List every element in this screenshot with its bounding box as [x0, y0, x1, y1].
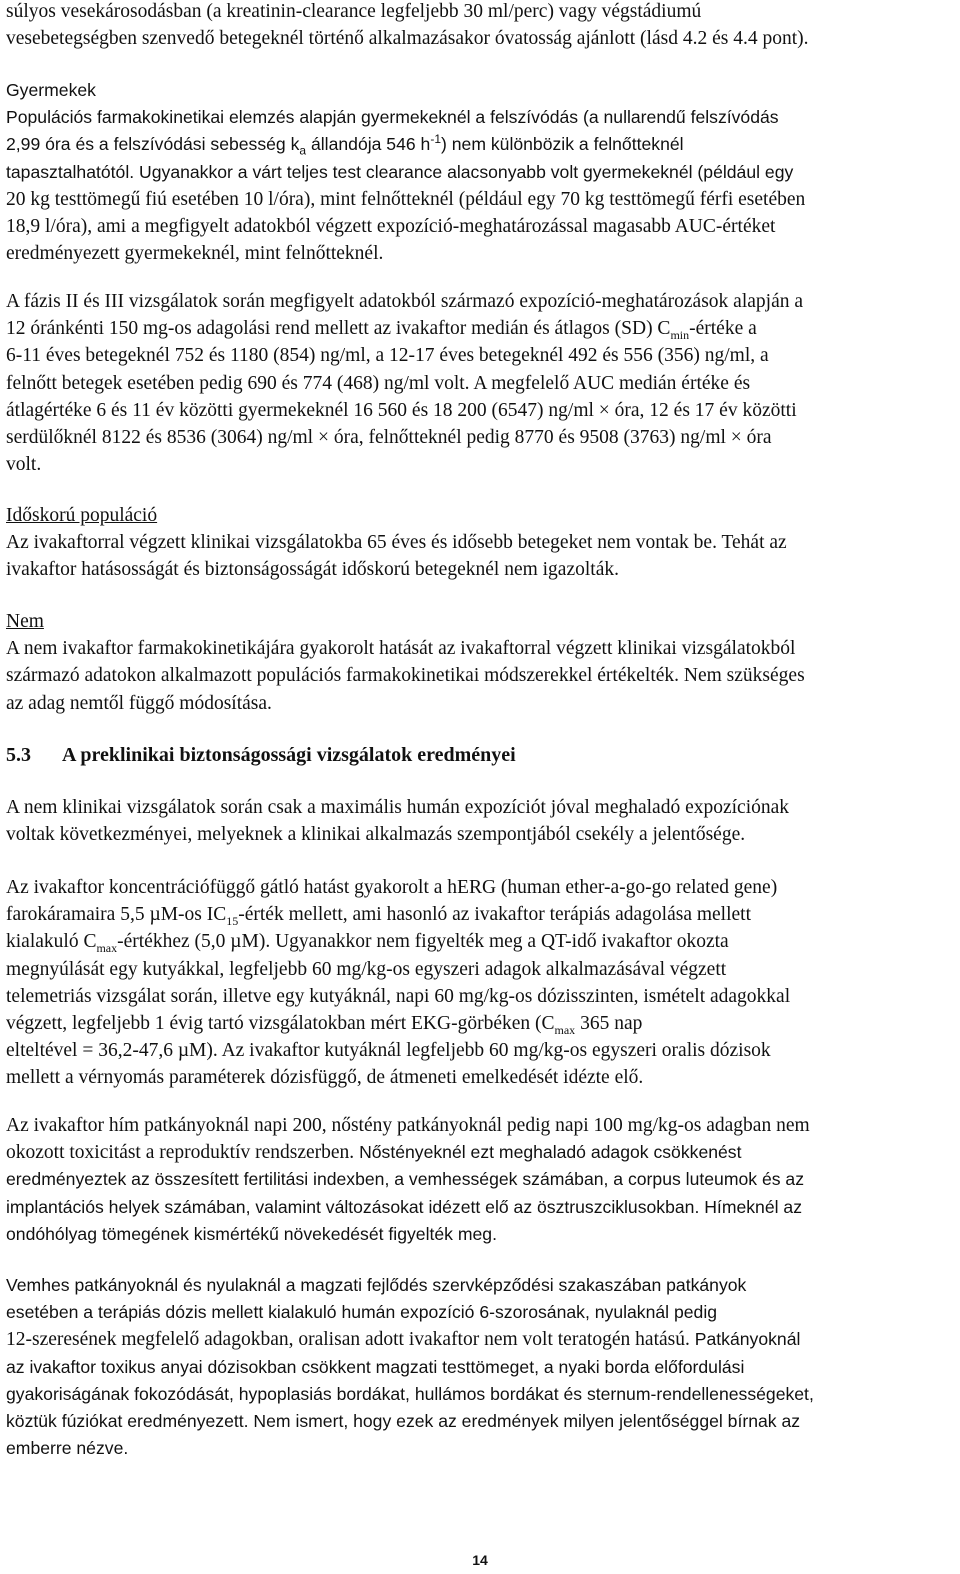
text-line: Az ivakaftor hím patkányoknál napi 200, nőstény patkányoknál pedig napi 100 mg/kg-os adagban nem [6, 1115, 810, 1136]
sex-heading: Nem [6, 611, 44, 632]
text-line: 20 kg testtömegű fiú esetében 10 l/óra), mint felnőtteknél (például egy 70 kg testtömegű férfi esetében [6, 188, 806, 210]
text-run: 12-szeresének megfelelő adagokban, oralisan adott ivakaftor nem volt teratogén hatású. [6, 1329, 695, 1351]
sex-paragraph [6, 608, 952, 717]
text-run: Nőstényeknél ezt meghaladó adagok csökkenést [359, 1142, 742, 1163]
text-line: telemetriás vizsgálat során, illetve egy kutyáknál, napi 60 mg/kg-os dózisszinten, ismételt adagokkal [6, 985, 791, 1007]
text-line: vesebetegségben szenvedő betegeknél történő alkalmazásakor óvatosság ajánlott (lásd 4.2 és 4.4 pont). [6, 28, 809, 50]
text-line: ondóhólyag tömegének kismértékű növekedését figyelték meg. [6, 1223, 497, 1244]
text-line: serdülőknél 8122 és 8536 (3064) ng/ml × óra, felnőtteknél pedig 8770 és 9508 (3763) ng/ml × óra [6, 427, 772, 449]
text-line: származó adatokon alkalmazott populációs farmakokinetikai módszerekkel értékelték. Nem szükséges [6, 665, 805, 687]
text-run: 365 nap [575, 1013, 643, 1035]
text-line: Populációs farmakokinetikai elemzés alapján gyermekeknél a felszívódás (a nullarendű felszívódás [6, 107, 779, 128]
text-line [6, 1010, 952, 1037]
text-line: voltak következményei, melyeknek a klinikai alkalmazás szempontjából csekély a jelentősége. [6, 824, 746, 846]
subscript: max [96, 941, 118, 956]
nonclinical-paragraph [6, 794, 952, 848]
section-title: A preklinikai biztonságossági vizsgálatok eredményei [62, 744, 516, 766]
rats-paragraph [6, 1112, 952, 1248]
text-line: elteltével = 36,2-47,6 µM). Az ivakaftor kutyáknál legfeljebb 60 mg/kg-os egyszeri oralis dózisok [6, 1040, 771, 1062]
elderly-paragraph [6, 502, 952, 584]
text-line: köztük fúziókat eredményezett. Nem ismert, hogy ezek az eredmények milyen jelentőséggel bírnak az [6, 1411, 801, 1432]
text-run: -értéke a [689, 318, 757, 340]
text-line: eredményezett gyermekeknél, mint felnőtteknél. [6, 243, 384, 265]
text-line: felnőtt betegek esetében pedig 690 és 774 (468) ng/ml volt. A megfelelő AUC medián értéke és [6, 372, 751, 394]
children-paragraph [6, 77, 952, 267]
text-run: -érték mellett, ami hasonló az ivakaftor terápiás adagolása mellett [238, 904, 751, 926]
text-line: mellett a vérnyomás paraméterek dózisfüggő, de átmeneti emelkedését idézte elő. [6, 1067, 644, 1089]
text-run: kialakuló C [6, 931, 97, 953]
text-line: eredményeztek az összesített fertilitási indexben, a vemhességek számában, a corpus luteumok és az [6, 1169, 804, 1190]
text-line: átlagértéke 6 és 11 év közötti gyermekeknél 16 560 és 18 200 (6547) ng/ml × óra, 12 és 17 év közötti [6, 399, 797, 421]
text-run: Patkányoknál [694, 1329, 801, 1350]
herg-paragraph [6, 874, 952, 1092]
text-line: az adag nemtől függő módosítása. [6, 692, 272, 714]
text-line: súlyos vesekárosodásban (a kreatinin-clearance legfeljebb 30 ml/perc) vagy végstádiumú [6, 1, 702, 22]
text-line: Vemhes patkányoknál és nyulaknál a magzati fejlődés szervképződési szakaszában patkányok [6, 1275, 747, 1295]
text-line: az ivakaftor toxikus anyai dózisokban csökkent magzati testtömeget, a nyaki borda előfordulási [6, 1356, 745, 1377]
text-line: A nem klinikai vizsgálatok során csak a maximális humán expozíciót jóval meghaladó expozíciónak [6, 797, 790, 818]
text-run: -értékhez (5,0 µM). Ugyanakkor nem figyelték meg a QT-idő ivakaftor okozta [117, 931, 729, 953]
text-run: Ugyanakkor a várt teljes test clearance alacsonyabb volt gyermekeknél (például egy [139, 161, 794, 182]
phase-paragraph [6, 288, 952, 478]
renal-paragraph [6, 0, 952, 52]
text-run: 12 óránkénti 150 mg-os adagolási rend mellett az ivakaftor medián és átlagos (SD) C [6, 318, 671, 340]
text-line: gyakoriságának fokozódását, hypoplasiás bordákat, hullámos bordákat és sternum-rendellenességeket, [6, 1383, 814, 1404]
subscript: min [670, 328, 690, 343]
text-line [6, 131, 952, 158]
text-line: 18,9 l/óra), ami a megfigyelt adatokból végzett expozíció-meghatározással magasabb AUC-értéket [6, 216, 776, 238]
text-line [6, 159, 952, 186]
text-run: farokáramaira 5,5 µM-os IC [6, 904, 227, 926]
subscript: a [299, 143, 307, 158]
subscript: max [554, 1022, 576, 1037]
text-line: implantációs helyek számában, valamint változásokat idézett elő az ösztruszciklusokban. Hímeknél az [6, 1196, 803, 1217]
text-line: volt. [6, 454, 42, 476]
children-heading: Gyermekek [6, 80, 96, 100]
text-line: Az ivakaftorral végzett klinikai vizsgálatokba 65 éves és idősebb betegeket nem vontak be. Tehát az [6, 532, 787, 554]
text-run: végzett, legfeljebb 1 évig tartó vizsgálatokban mért EKG-görbéken (C [6, 1013, 555, 1035]
text-line: Az ivakaftor koncentrációfüggő gátló hatást gyakorolt a hERG (human ether-a-go-go related gene) [6, 877, 778, 898]
text-line: A nem ivakaftor farmakokinetikájára gyakorolt hatását az ivakaftorral végzett klinikai vizsgálatokból [6, 638, 796, 660]
text-line [6, 1326, 952, 1353]
pregnant-paragraph [6, 1272, 952, 1462]
subscript: 15 [226, 914, 239, 929]
text-line [6, 901, 952, 928]
text-line [6, 1139, 952, 1166]
text-line: megnyúlását egy kutyákkal, legfeljebb 60 mg/kg-os egyszeri adagok alkalmazásával végzett [6, 958, 727, 980]
text-run: 2,99 óra és a felszívódási sebesség k [6, 134, 300, 155]
elderly-heading: Időskorú populáció [6, 505, 158, 526]
page-number: 14 [472, 1552, 488, 1568]
text-line [6, 928, 952, 955]
text-line: 6-11 éves betegeknél 752 és 1180 (854) ng/ml, a 12-17 éves betegeknél 492 és 556 (356) ng/ml, a [6, 345, 769, 367]
text-run: tapasztalhatótól. [6, 161, 140, 182]
text-line: esetében a terápiás dózis mellett kialakuló humán expozíció 6-szorosának, nyulaknál pedig [6, 1302, 718, 1323]
section-number: 5.3 [6, 744, 31, 766]
text-line: ivakaftor hatásosságát és biztonságosságát időskorú betegeknél nem igazolták. [6, 559, 619, 581]
text-line [6, 315, 952, 342]
text-run: állandója 546 h [306, 134, 431, 155]
section-heading [6, 742, 952, 769]
text-line: emberre nézve. [6, 1438, 129, 1459]
superscript: -1 [430, 132, 442, 147]
text-run: okozott toxicitást a reproduktív rendszerben. [6, 1142, 360, 1164]
text-line: A fázis II és III vizsgálatok során megfigyelt adatokból származó expozíció-meghatározások alapján a [6, 291, 804, 312]
text-run: ) nem különbözik a felnőtteknél [441, 134, 684, 155]
